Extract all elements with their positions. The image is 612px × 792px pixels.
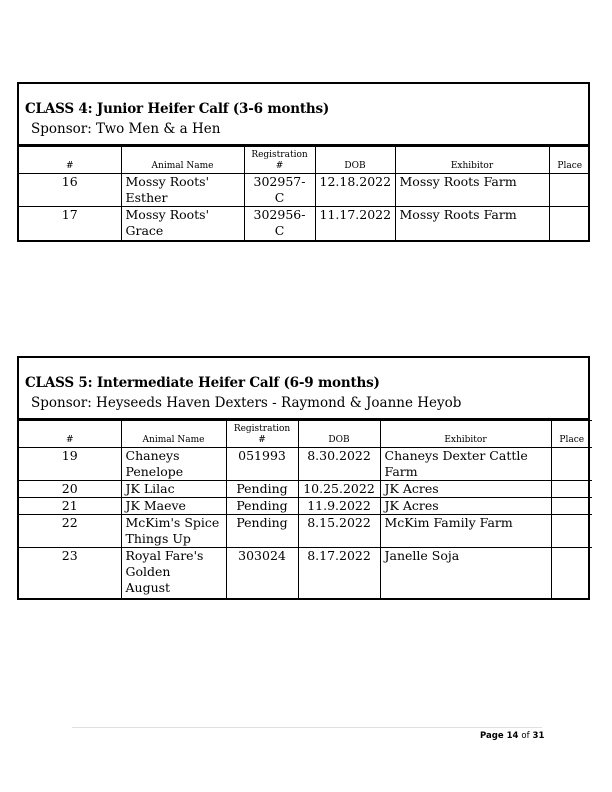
exhibitor: JK Acres <box>380 481 551 498</box>
entry-number: 22 <box>19 515 121 548</box>
registration-number: Pending <box>226 498 298 515</box>
col-registration-header <box>226 421 298 448</box>
animal-name-line1: Mossy Roots' <box>125 207 210 222</box>
exhibitor-line2: Farm <box>384 464 418 479</box>
place <box>551 498 592 515</box>
animal-name-line1: McKim's Spice <box>125 515 220 530</box>
registration-line2: C <box>274 223 285 238</box>
registration-number: 303024 <box>226 548 298 598</box>
col-exhibitor-header: Exhibitor <box>395 147 549 174</box>
class-4-sponsor: Sponsor: Two Men & a Hen <box>31 121 221 137</box>
place <box>551 515 592 548</box>
animal-name: JK Maeve <box>121 498 226 515</box>
animal-name-line1: Chaneys <box>125 448 180 463</box>
entry-number: 17 <box>19 207 121 240</box>
class-5-header <box>19 358 588 420</box>
date-of-birth: 8.15.2022 <box>298 515 380 548</box>
place <box>551 548 592 598</box>
class-5-section <box>17 356 590 600</box>
registration-line1: 302956- <box>253 207 306 222</box>
registration-header-line2: # <box>258 435 266 445</box>
animal-name-line2: Grace <box>125 223 164 238</box>
col-exhibitor-header: Exhibitor <box>380 421 551 448</box>
page-number <box>480 731 544 741</box>
animal-name <box>121 207 244 240</box>
class-4-table <box>19 146 590 240</box>
place <box>551 448 592 481</box>
exhibitor: Janelle Soja <box>380 548 551 598</box>
col-animal-name-header: Animal Name <box>121 421 226 448</box>
page-current: 14 <box>506 731 519 741</box>
class-5-header-row <box>19 421 592 448</box>
registration-line1: 302957- <box>253 174 306 189</box>
table-row <box>19 481 592 498</box>
animal-name <box>121 448 226 481</box>
animal-name <box>121 548 226 598</box>
animal-name-line2: Penelope <box>125 464 184 479</box>
date-of-birth: 11.9.2022 <box>298 498 380 515</box>
col-registration-header <box>244 147 315 174</box>
registration-line2: C <box>274 190 285 205</box>
col-dob-header: DOB <box>298 421 380 448</box>
registration-number: Pending <box>226 515 298 548</box>
registration-header-line1: Registration <box>251 150 308 160</box>
exhibitor: McKim Family Farm <box>380 515 551 548</box>
table-row <box>19 207 590 240</box>
date-of-birth: 8.17.2022 <box>298 548 380 598</box>
date-of-birth: 12.18.2022 <box>315 174 395 207</box>
table-row <box>19 448 592 481</box>
animal-name-line2: Golden <box>125 564 171 579</box>
date-of-birth: 11.17.2022 <box>315 207 395 240</box>
page-of: of <box>521 731 530 741</box>
class-5-table <box>19 420 592 598</box>
registration-number: 051993 <box>226 448 298 481</box>
col-dob-header: DOB <box>315 147 395 174</box>
col-number-header: # <box>19 147 121 174</box>
animal-name-line1: Royal Fare's <box>125 548 204 563</box>
col-place-header: Place <box>551 421 592 448</box>
col-number-header: # <box>19 421 121 448</box>
exhibitor <box>380 448 551 481</box>
place <box>549 174 590 207</box>
class-4-section <box>17 82 590 242</box>
registration-number <box>244 174 315 207</box>
registration-number: Pending <box>226 481 298 498</box>
page-total: 31 <box>532 731 545 741</box>
entry-number: 16 <box>19 174 121 207</box>
class-5-title: CLASS 5: Intermediate Heifer Calf (6-9 months) <box>25 375 380 391</box>
class-5-sponsor: Sponsor: Heyseeds Haven Dexters - Raymond & Joanne Heyob <box>31 395 462 411</box>
exhibitor: JK Acres <box>380 498 551 515</box>
entry-number: 23 <box>19 548 121 598</box>
place <box>551 481 592 498</box>
animal-name-line2: Things Up <box>125 531 191 546</box>
col-animal-name-header: Animal Name <box>121 147 244 174</box>
registration-number <box>244 207 315 240</box>
table-row <box>19 548 592 598</box>
exhibitor-line1: Chaneys Dexter Cattle <box>384 448 528 463</box>
table-row <box>19 515 592 548</box>
animal-name-line3: August <box>125 580 171 595</box>
animal-name-line1: Mossy Roots' <box>125 174 210 189</box>
entry-number: 21 <box>19 498 121 515</box>
col-place-header: Place <box>549 147 590 174</box>
page-prefix: Page <box>480 731 504 741</box>
place <box>549 207 590 240</box>
table-row <box>19 498 592 515</box>
class-4-title: CLASS 4: Junior Heifer Calf (3-6 months) <box>25 101 330 117</box>
animal-name <box>121 174 244 207</box>
date-of-birth: 10.25.2022 <box>298 481 380 498</box>
animal-name: JK Lilac <box>121 481 226 498</box>
exhibitor: Mossy Roots Farm <box>395 174 549 207</box>
class-4-header <box>19 84 588 146</box>
class-4-header-row <box>19 147 590 174</box>
registration-header-line2: # <box>275 161 284 171</box>
animal-name <box>121 515 226 548</box>
date-of-birth: 8.30.2022 <box>298 448 380 481</box>
entry-number: 19 <box>19 448 121 481</box>
footer-divider <box>72 727 542 728</box>
table-row <box>19 174 590 207</box>
entry-number: 20 <box>19 481 121 498</box>
animal-name-line2: Esther <box>125 190 168 205</box>
exhibitor: Mossy Roots Farm <box>395 207 549 240</box>
registration-header-line1: Registration <box>233 424 291 434</box>
